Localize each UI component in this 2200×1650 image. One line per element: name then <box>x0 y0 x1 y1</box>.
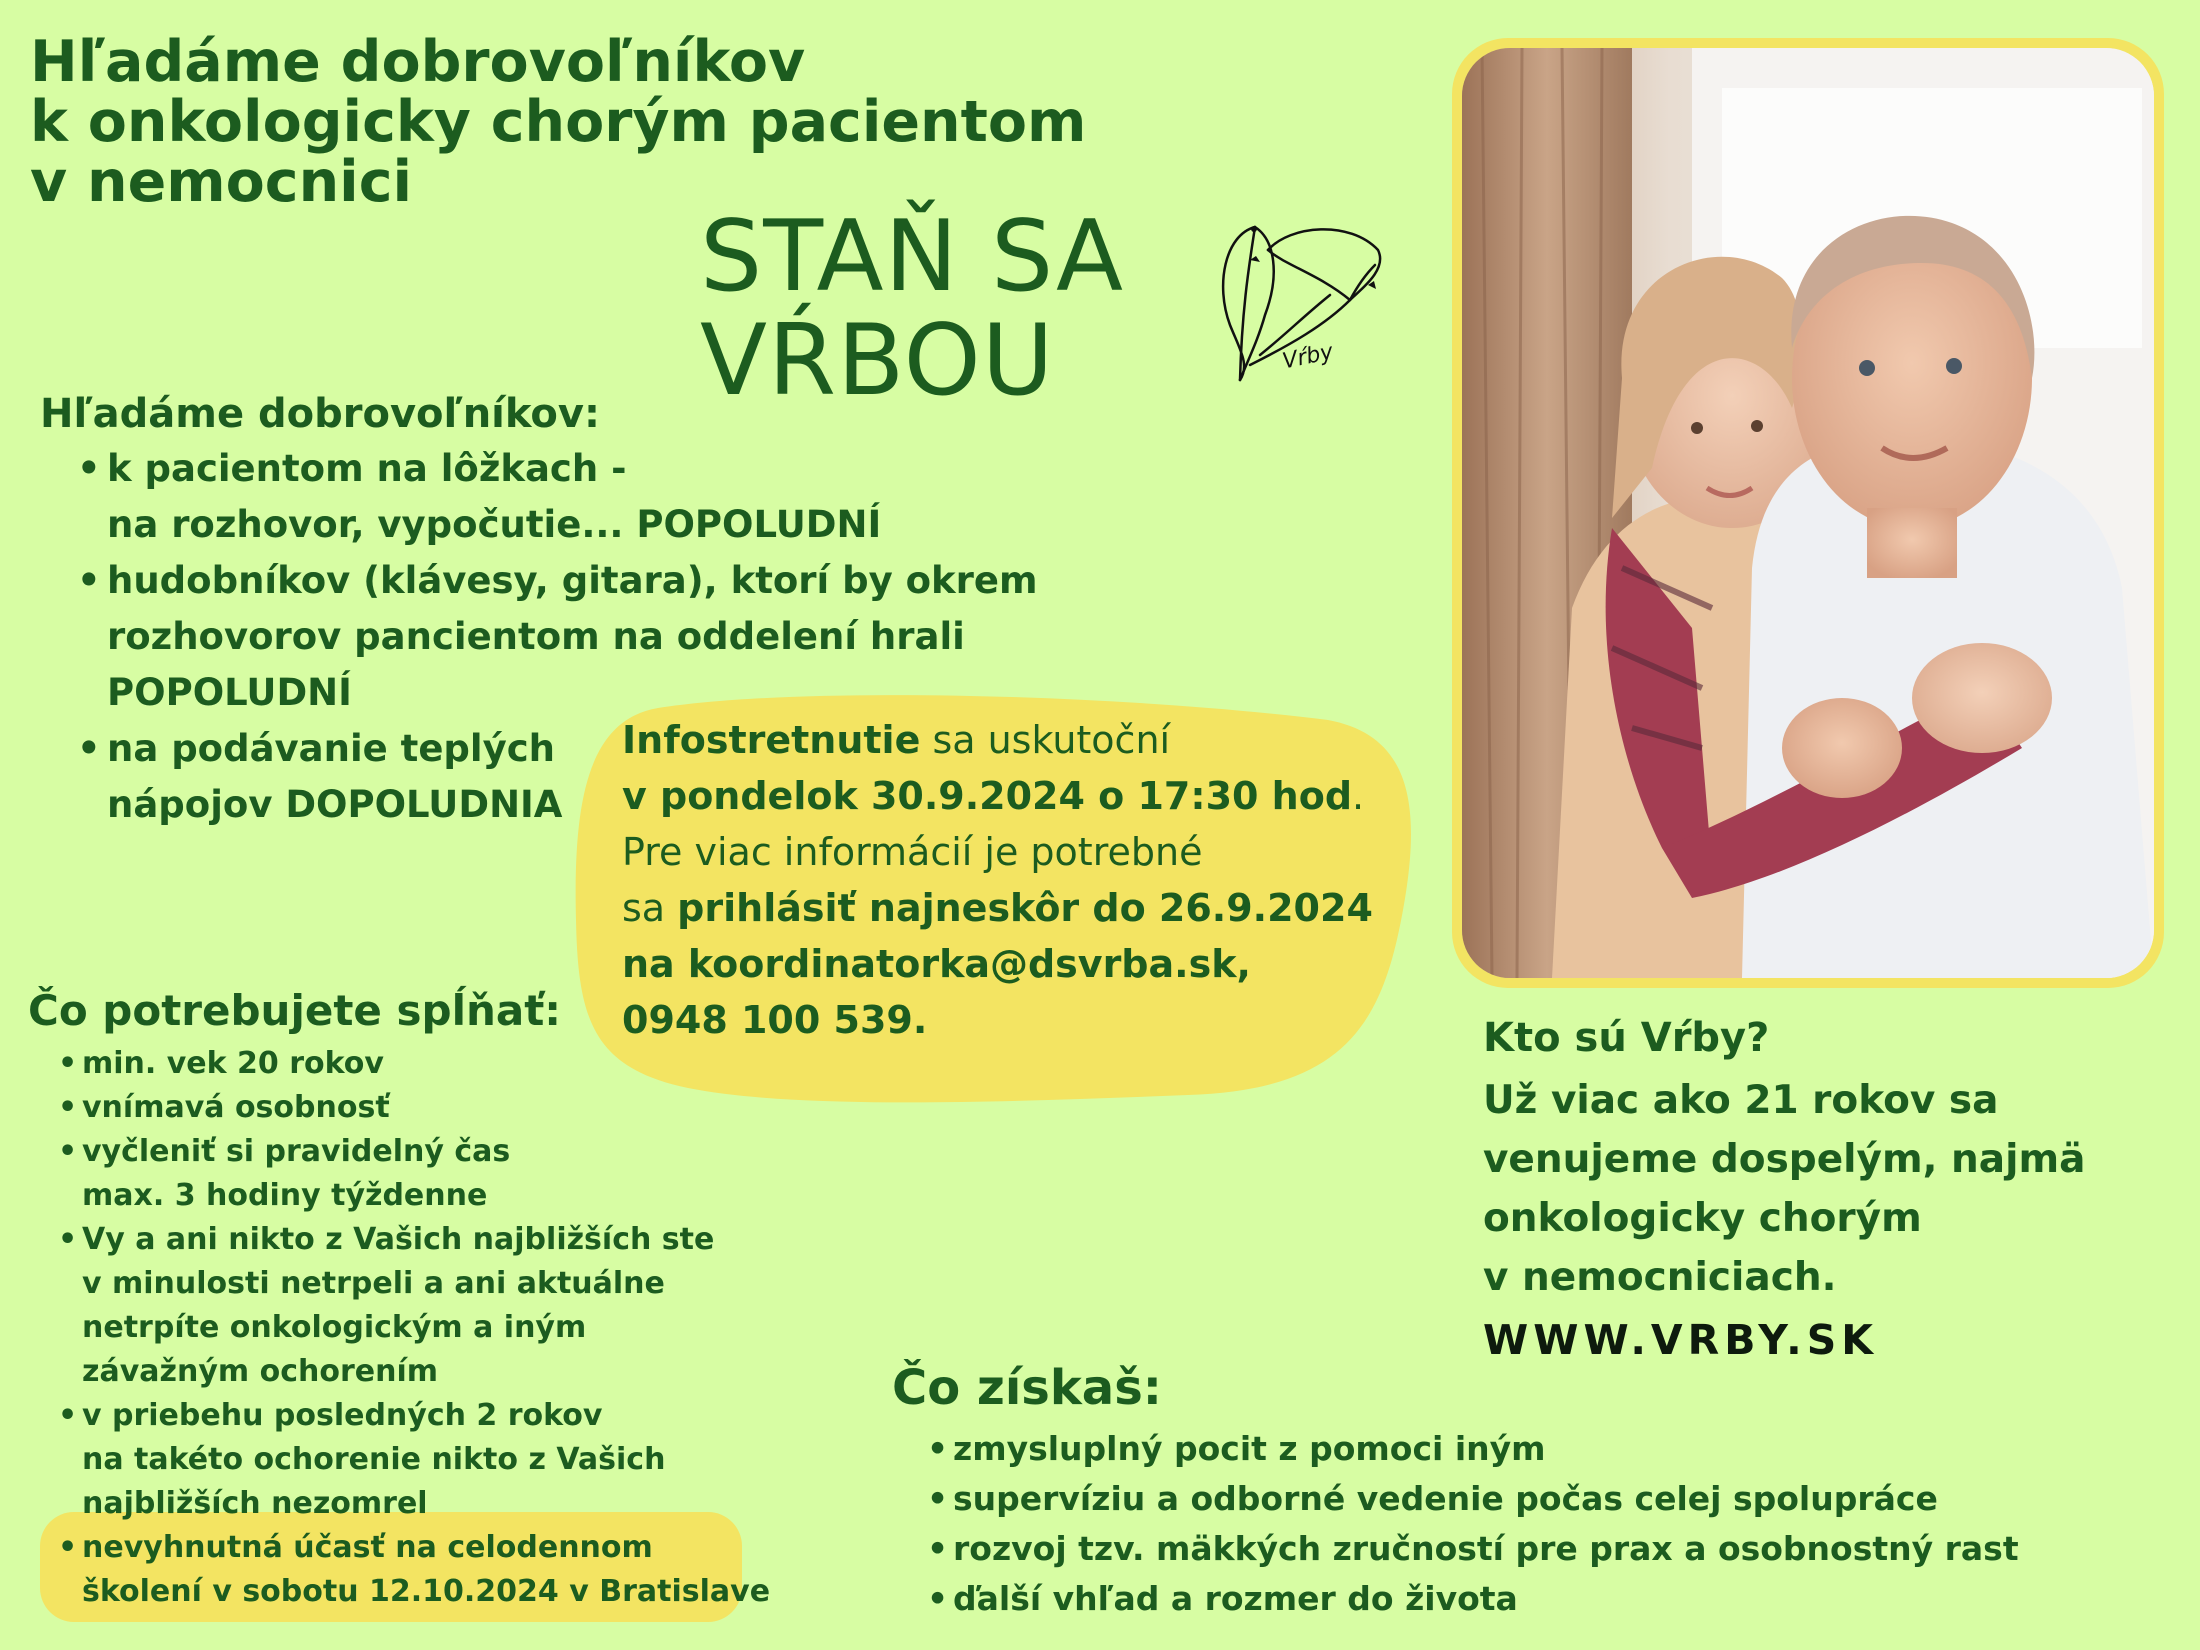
list-item <box>82 1526 770 1614</box>
list-item-line: v minulosti netrpeli a ani aktuálne <box>82 1266 665 1301</box>
info-meeting-rest: sa uskutoční <box>920 718 1171 762</box>
list-item-line: • hudobníkov (klávesy, gitara), ktorí by okrem <box>107 559 1038 602</box>
list-item-line: • rozvoj tzv. mäkkých zručností pre prax a osobnostný rast <box>953 1529 2019 1568</box>
slogan-line-1: STAŇ SA <box>700 200 1125 314</box>
list-item <box>953 1424 2019 1474</box>
about-line: venujeme dospelým, najmä <box>1483 1137 2086 1182</box>
list-item-line: • k pacientom na lôžkach - <box>107 447 627 490</box>
about-line: v nemocniciach. <box>1483 1255 1837 1300</box>
about-line: onkologicky chorým <box>1483 1196 1922 1241</box>
list-item <box>82 1130 770 1218</box>
about-line: Už viac ako 21 rokov sa <box>1483 1078 1999 1123</box>
benefits-list <box>953 1424 2019 1624</box>
list-item <box>82 1218 770 1394</box>
list-item-line: • na podávanie teplých <box>107 727 555 770</box>
slogan <box>700 200 1125 418</box>
list-item-line: POPOLUDNÍ <box>107 671 352 714</box>
info-date: v pondelok 30.9.2024 o 17:30 hod <box>622 774 1353 818</box>
list-item-line: • zmysluplný pocit z pomoci iným <box>953 1429 1546 1468</box>
website-link[interactable]: WWW.VRBY.SK <box>1483 1316 1878 1364</box>
slogan-line-2: VŔBOU <box>700 304 1055 418</box>
benefits-title: Čo získaš: <box>892 1360 1162 1416</box>
list-item-line: školení v sobotu 12.10.2024 v Bratislave <box>82 1574 771 1609</box>
list-item-line: • nevyhnutná účasť na celodennom <box>82 1530 653 1565</box>
list-item-line: • v priebehu posledných 2 rokov <box>82 1398 603 1433</box>
list-item-line: • min. vek 20 rokov <box>82 1046 384 1081</box>
list-item-line: • vnímavá osobnosť <box>82 1090 390 1125</box>
list-item <box>107 441 1038 553</box>
list-item-line: rozhovorov pancientom na oddelení hrali <box>107 615 965 658</box>
requirements-title: Čo potrebujete spĺňať: <box>28 986 562 1035</box>
list-item-line: na rozhovor, vypočutie... POPOLUDNÍ <box>107 503 882 546</box>
list-item <box>953 1474 2019 1524</box>
headline <box>30 29 1087 215</box>
headline-line-3: v nemocnici <box>30 149 413 215</box>
info-register-deadline: prihlásiť najneskôr do 26.9.2024 <box>677 886 1373 930</box>
list-item-line: netrpíte onkologickým a iným <box>82 1310 587 1345</box>
logo-text: Vŕby <box>1280 339 1336 375</box>
info-register-pre: sa <box>622 886 678 930</box>
list-item-line: max. 3 hodiny týždenne <box>82 1178 488 1213</box>
info-meeting-label: Infostretnutie <box>622 718 921 762</box>
headline-line-2: k onkologicky chorým pacientom <box>30 89 1087 155</box>
info-date-rest: . <box>1352 774 1365 818</box>
list-item-line: nápojov DOPOLUDNIA <box>107 783 563 826</box>
list-item-line: • ďalší vhľad a rozmer do života <box>953 1579 1518 1618</box>
list-item <box>82 1042 770 1086</box>
list-item-line: závažným ochorením <box>82 1354 438 1389</box>
list-item-line: najbližších nezomrel <box>82 1486 428 1521</box>
about-title: Kto sú Vŕby? <box>1483 1015 1770 1061</box>
list-item-line: • supervíziu a odborné vedenie počas celej spolupráce <box>953 1479 1938 1518</box>
heart-leaf-logo-icon <box>1210 215 1385 385</box>
list-item-line: • vyčleniť si pravidelný čas <box>82 1134 511 1169</box>
info-more: Pre viac informácií je potrebné <box>622 830 1203 874</box>
about-text <box>1483 1071 2085 1307</box>
list-item <box>82 1394 770 1526</box>
list-item-line: • Vy a ani nikto z Vašich najbližších ste <box>82 1222 715 1257</box>
list-item <box>953 1524 2019 1574</box>
patient-with-daughter-photo <box>1462 48 2154 978</box>
volunteers-title: Hľadáme dobrovoľníkov: <box>40 391 600 437</box>
requirements-list <box>82 1042 770 1614</box>
list-item <box>953 1574 2019 1624</box>
info-email[interactable]: na koordinatorka@dsvrba.sk, <box>622 942 1251 986</box>
list-item <box>82 1086 770 1130</box>
info-phone[interactable]: 0948 100 539. <box>622 998 928 1042</box>
headline-line-1: Hľadáme dobrovoľníkov <box>30 29 806 95</box>
info-text <box>622 712 1373 1048</box>
list-item-line: na takéto ochorenie nikto z Vašich <box>82 1442 666 1477</box>
